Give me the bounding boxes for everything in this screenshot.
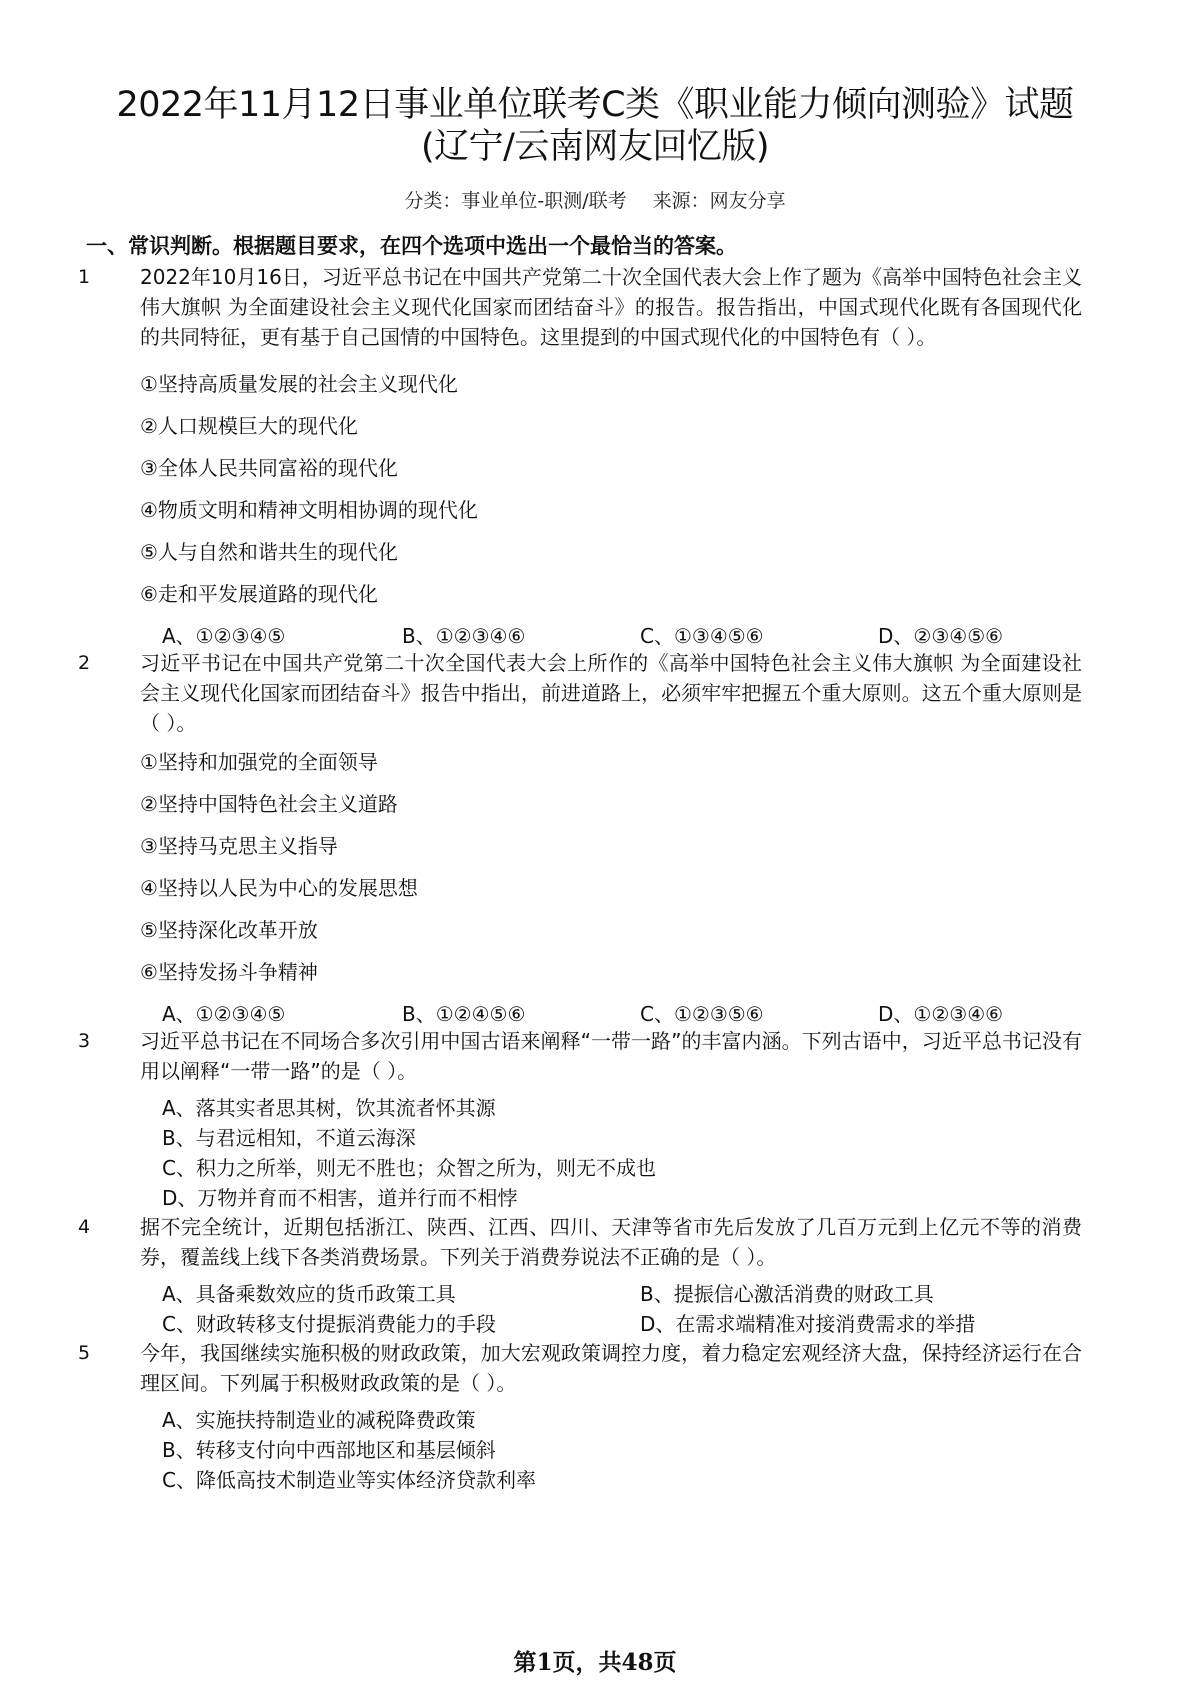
list-item: ⑥走和平发展道路的现代化 [140,582,378,606]
option-b: B、①②④⑤⑥ [402,1002,526,1026]
page-footer: 第1页，共48页 [513,1649,677,1676]
option-d: D、万物并育而不相害，道并行而不相悖 [162,1186,518,1210]
option-b: B、提振信心激活消费的财政工具 [640,1282,934,1306]
list-item: ②坚持中国特色社会主义道路 [140,792,398,816]
option-a: A、①②③④⑤ [162,624,286,648]
option-b: B、①②③④⑥ [402,624,526,648]
list-item: ③坚持马克思主义指导 [140,834,338,858]
document-subtitle: (辽宁/云南网友回忆版) [420,127,770,167]
question-stem: 习近平总书记在不同场合多次引用中国古语来阐释“一带一路”的丰富内涵。下列古语中，习近平总书记没有用以阐释“一带一路”的是（ ）。 [140,1029,1082,1083]
list-item: ①坚持和加强党的全面领导 [140,750,378,774]
list-item: ④物质文明和精神文明相协调的现代化 [140,498,478,522]
option-d: D、②③④⑤⑥ [878,624,1004,648]
section-heading: 一、常识判断。根据题目要求，在四个选项中选出一个最恰当的答案。 [86,234,737,258]
question-number: 5 [78,1342,91,1364]
option-a: A、具备乘数效应的货币政策工具 [162,1282,456,1306]
option-b: B、与君远相知，不道云海深 [162,1126,416,1150]
option-b: B、转移支付向中西部地区和基层倾斜 [162,1438,496,1462]
option-c: C、积力之所举，则无不胜也；众智之所为，则无不成也 [162,1156,656,1180]
question-1 [78,262,1128,352]
category-label: 分类：事业单位-职测/联考 [404,190,627,212]
question-stem: 今年，我国继续实施积极的财政政策，加大宏观政策调控力度，着力稳定宏观经济大盘，保持经济运行在合理区间。下列属于积极财政政策的是（ ）。 [140,1341,1082,1395]
question-number: 3 [78,1030,91,1052]
question-stem: 据不完全统计，近期包括浙江、陕西、江西、四川、天津等省市先后发放了几百万元到上亿元不等的消费券，覆盖线上线下各类消费场景。下列关于消费券说法不正确的是（ ）。 [140,1215,1082,1269]
question-stem: 2022年10月16日，习近平总书记在中国共产党第二十次全国代表大会上作了题为《高举中国特色社会主义伟大旗帜 为全面建设社会主义现代化国家而团结奋斗》的报告。报告指出，中国式现代化既有各国现代化的共同特征，更有基于自己国情的中国特色。这里提到的中国式现代化的中国特色有（ ）。 [140,265,1082,349]
document-meta [0,186,1190,213]
question-4 [78,1212,1128,1272]
option-c: C、①②③⑤⑥ [640,1002,764,1026]
source-label: 来源：网友分享 [652,190,786,212]
option-c: C、财政转移支付提振消费能力的手段 [162,1312,496,1336]
list-item: ②人口规模巨大的现代化 [140,414,358,438]
question-number: 2 [78,652,91,674]
option-d: D、在需求端精准对接消费需求的举措 [640,1312,976,1336]
option-c: C、降低高技术制造业等实体经济贷款利率 [162,1468,536,1492]
list-item: ①坚持高质量发展的社会主义现代化 [140,372,458,396]
list-item: ④坚持以人民为中心的发展思想 [140,876,418,900]
list-item: ⑤坚持深化改革开放 [140,918,318,942]
question-3 [78,1026,1128,1086]
option-a: A、①②③④⑤ [162,1002,286,1026]
option-c: C、①③④⑤⑥ [640,624,764,648]
document-title: 2022年11月12日事业单位联考C类《职业能力倾向测验》试题 [116,85,1074,125]
list-item: ⑤人与自然和谐共生的现代化 [140,540,398,564]
option-a: A、实施扶持制造业的减税降费政策 [162,1408,476,1432]
question-number: 4 [78,1216,91,1238]
question-5 [78,1338,1128,1398]
option-a: A、落其实者思其树，饮其流者怀其源 [162,1096,496,1120]
list-item: ⑥坚持发扬斗争精神 [140,960,318,984]
list-item: ③全体人民共同富裕的现代化 [140,456,398,480]
question-number: 1 [78,266,91,288]
option-d: D、①②③④⑥ [878,1002,1004,1026]
question-stem: 习近平书记在中国共产党第二十次全国代表大会上所作的《高举中国特色社会主义伟大旗帜 为全面建设社会主义现代化国家而团结奋斗》报告中指出，前进道路上，必须牢牢把握五个重大原则。这五个重大原则是（ ）。 [140,651,1082,735]
question-2 [78,648,1128,738]
